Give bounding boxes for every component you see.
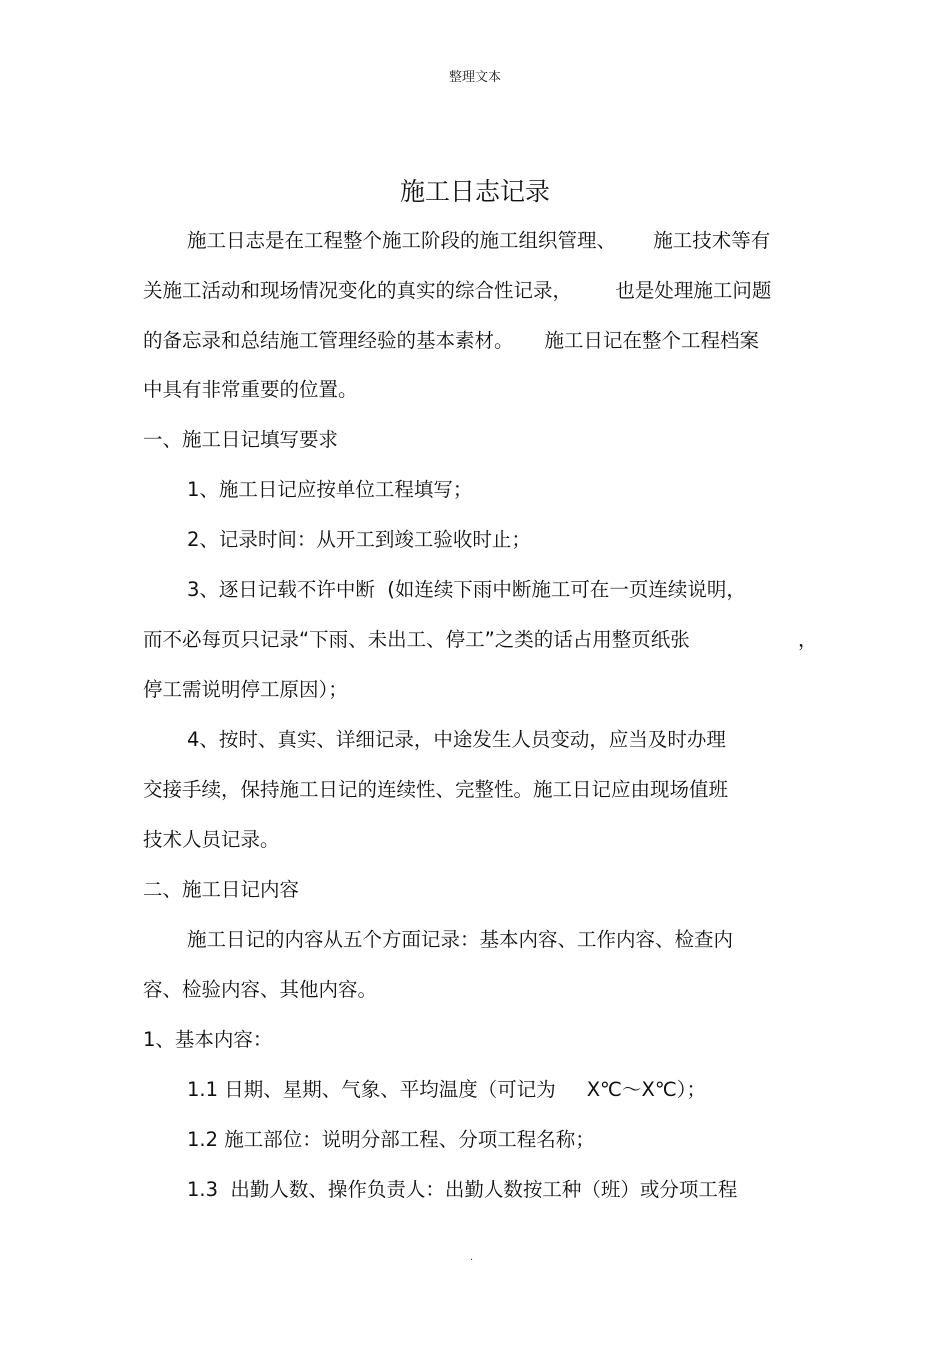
paragraph-line: 容、检验内容、其他内容。	[143, 978, 378, 1001]
page-footer-mark: .	[470, 1252, 474, 1263]
paragraph-line: 交接手续，保持施工日记的连续性、完整性。施工日记应由现场值班	[143, 778, 729, 801]
stray-comma: ，	[798, 628, 818, 651]
section-heading: 二、施工日记内容	[143, 878, 300, 901]
list-item: 1、施工日记应按单位工程填写；	[187, 478, 473, 501]
paragraph-line: 而不必每页只记录“下雨、未出工、停工”之类的话占用整页纸张	[143, 628, 690, 651]
list-item: 2、记录时间：从开工到竣工验收时止；	[187, 528, 531, 551]
paragraph-line: 施工日记的内容从五个方面记录：基本内容、工作内容、检查内	[187, 928, 734, 951]
paragraph-line: 中具有非常重要的位置。	[143, 378, 358, 401]
page-header: 整理文本	[448, 70, 501, 85]
list-item: 1.3 出勤人数、操作负责人：出勤人数按工种（班）或分项工程	[187, 1178, 738, 1201]
list-item: 1.2 施工部位：说明分部工程、分项工程名称；	[187, 1128, 595, 1151]
subsection-heading: 1、基本内容：	[143, 1028, 273, 1051]
paragraph-line: 关施工活动和现场情况变化的真实的综合性记录， 也是处理施工问题	[143, 279, 772, 302]
paragraph-line: 的备忘录和总结施工管理经验的基本素材。 施工日记在整个工程档案	[143, 329, 759, 352]
list-item: 3、逐日记载不许中断 (如连续下雨中断施工可在一页连续说明，	[187, 578, 746, 601]
paragraph-line: 技术人员记录。	[143, 828, 280, 851]
document-title: 施工日志记录	[399, 177, 550, 206]
paragraph-line: 施工日志是在工程整个施工阶段的施工组织管理、 施工技术等有	[187, 229, 771, 252]
list-item: 4、按时、真实、详细记录，中途发生人员变动，应当及时办理	[187, 728, 726, 751]
paragraph-line: 停工需说明停工原因）；	[143, 678, 348, 701]
list-item: 1.1 日期、星期、气象、平均温度（可记为 X℃～X℃）；	[187, 1078, 706, 1101]
section-heading: 一、施工日记填写要求	[143, 428, 339, 451]
